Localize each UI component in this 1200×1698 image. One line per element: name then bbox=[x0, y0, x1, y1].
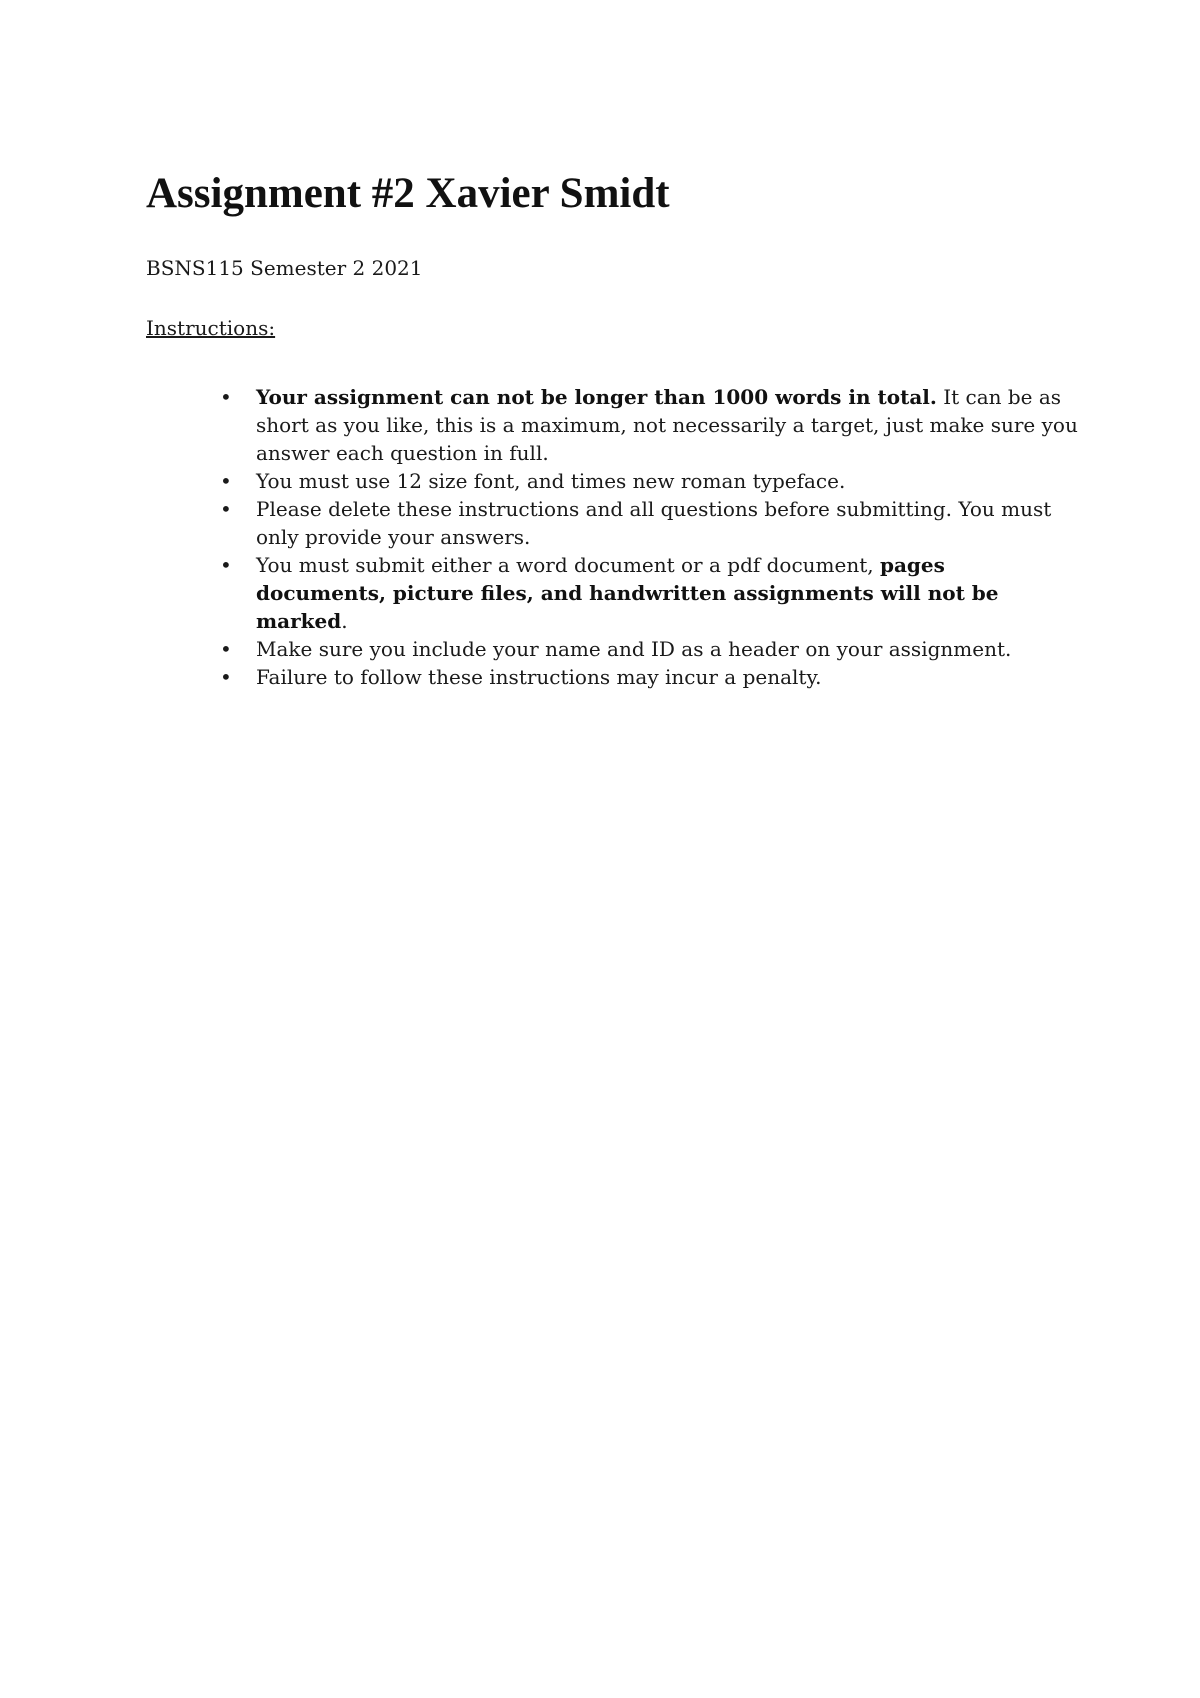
file-format-period: . bbox=[341, 609, 348, 633]
list-item bbox=[220, 467, 1080, 495]
delete-instructions-text: Please delete these instructions and all questions before submitting. You must only provide your answers. bbox=[256, 497, 1052, 549]
list-item bbox=[220, 383, 1080, 467]
bullet-icon: • bbox=[220, 385, 232, 409]
penalty-text: Failure to follow these instructions may incur a penalty. bbox=[256, 665, 822, 689]
header-requirement-text: Make sure you include your name and ID as a header on your assignment. bbox=[256, 637, 1012, 661]
instructions-list bbox=[220, 383, 1080, 691]
bullet-icon: • bbox=[220, 665, 232, 689]
bullet-icon: • bbox=[220, 553, 232, 577]
list-item bbox=[220, 663, 1080, 691]
bullet-icon: • bbox=[220, 497, 232, 521]
document-title: Assignment #2 Xavier Smidt bbox=[146, 170, 670, 217]
file-format-text: You must submit either a word document or a pdf document, bbox=[256, 553, 880, 577]
file-format-emphasis: pages documents, picture files, and handwritten assignments will not be marked bbox=[256, 553, 999, 633]
list-item bbox=[220, 495, 1080, 551]
list-item bbox=[220, 551, 1080, 635]
font-requirement-text: You must use 12 size font, and times new roman typeface. bbox=[256, 469, 846, 493]
word-limit-text: It can be as short as you like, this is a maximum, not necessarily a target, just make sure you answer each question in full. bbox=[256, 385, 1078, 465]
course-subtitle: BSNS115 Semester 2 2021 bbox=[146, 256, 423, 280]
bullet-icon: • bbox=[220, 637, 232, 661]
word-limit-emphasis: Your assignment can not be longer than 1000 words in total. bbox=[256, 385, 937, 409]
bullet-icon: • bbox=[220, 469, 232, 493]
instructions-heading: Instructions: bbox=[146, 316, 276, 340]
list-item bbox=[220, 635, 1080, 663]
